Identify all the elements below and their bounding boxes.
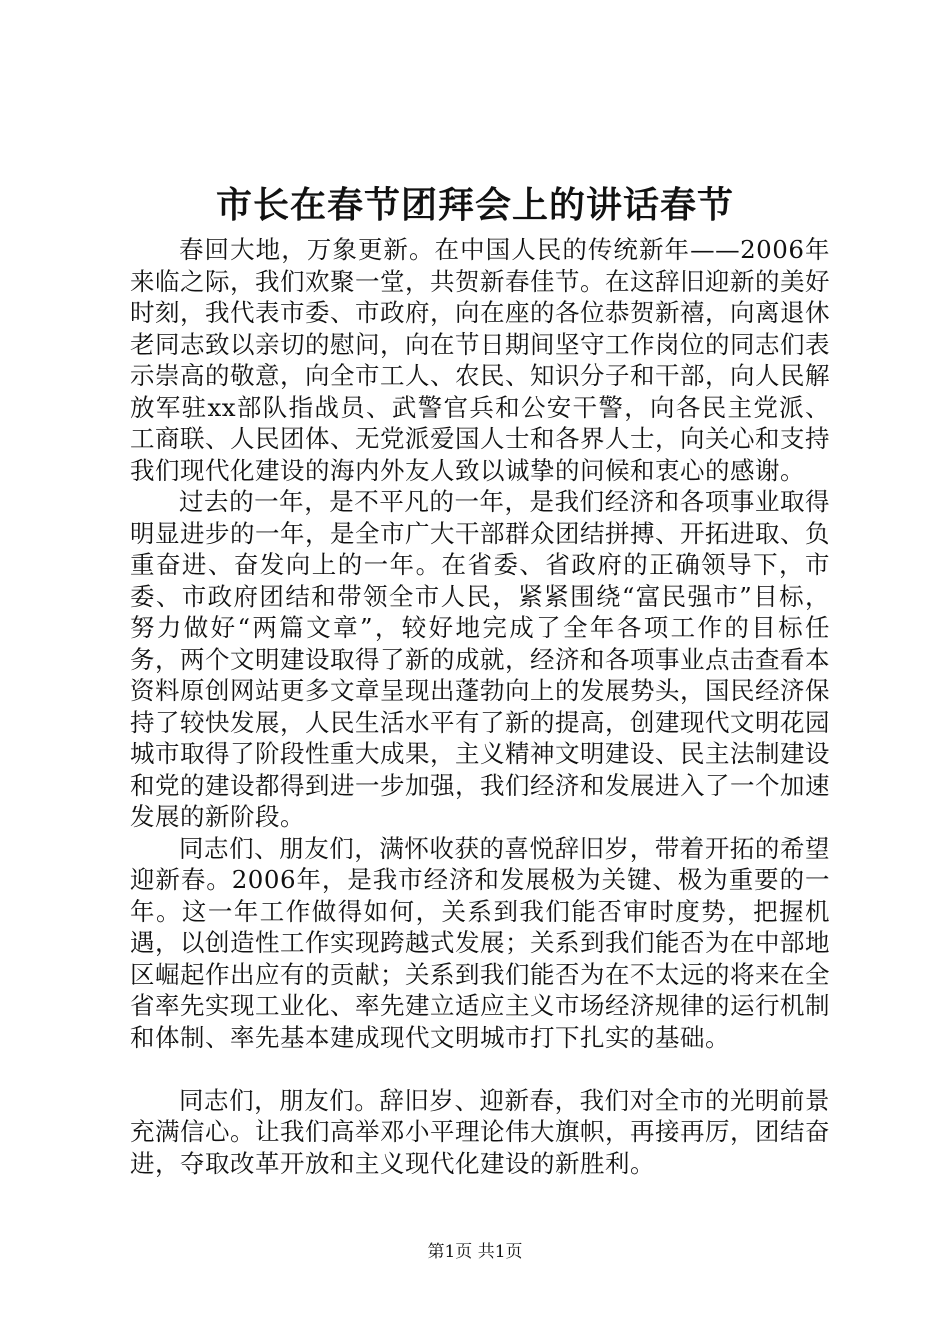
paragraph-1: 春回大地，万象更新。在中国人民的传统新年——2006年来临之际，我们欢聚一堂，共贺新春佳节。在这辞旧迎新的美好时刻，我代表市委、市政府，向在座的各位恭贺新禧，向离退休老同志致以亲切的慰问，向在节日期间坚守工作岗位的同志们表示崇高的敬意，向全市工人、农民、知识分子和干部，向人民解放军驻xx部队指战员、武警官兵和公安干警，向各民主党派、工商联、人民团体、无党派爱国人士和各界人士，向关心和支持我们现代化建设的海内外友人致以诚挚的问候和衷心的感谢。 [130, 235, 830, 485]
paragraph-3: 同志们、朋友们，满怀收获的喜悦辞旧岁，带着开拓的希望迎新春。2006年，是我市经济和发展极为关键、极为重要的一年。这一年工作做得如何，关系到我们能否审时度势，把握机遇，以创造性工作实现跨越式发展；关系到我们能否为在中部地区崛起作出应有的贡献；关系到我们能否为在不太远的将来在全省率先实现工业化、率先建立适应主义市场经济规律的运行机制和体制、率先基本建成现代文明城市打下扎实的基础。 [130, 833, 830, 1052]
page-footer: 第1页 共1页 [427, 1242, 523, 1262]
document-body [130, 234, 830, 1179]
document-title: 市长在春节团拜会上的讲话春节 [215, 184, 734, 226]
paragraph-2: 过去的一年，是不平凡的一年，是我们经济和各项事业取得明显进步的一年，是全市广大干部群众团结拼搏、开拓进取、负重奋进、奋发向上的一年。在省委、省政府的正确领导下，市委、市政府团结和带领全市人民，紧紧围绕“富民强市”目标，努力做好“两篇文章”，较好地完成了全年各项工作的目标任务，两个文明建设取得了新的成就，经济和各项事业点击查看本资料原创网站更多文章呈现出蓬勃向上的发展势头，国民经济保持了较快发展，人民生活水平有了新的提高，创建现代文明花园城市取得了阶段性重大成果，主义精神文明建设、民主法制建设和党的建设都得到进一步加强，我们经济和发展进入了一个加速发展的新阶段。 [130, 487, 830, 831]
paragraph-4: 同志们，朋友们。辞旧岁、迎新春，我们对全市的光明前景充满信心。让我们高举邓小平理论伟大旗帜，再接再厉，团结奋进，夺取改革开放和主义现代化建设的新胜利。 [130, 1085, 830, 1178]
